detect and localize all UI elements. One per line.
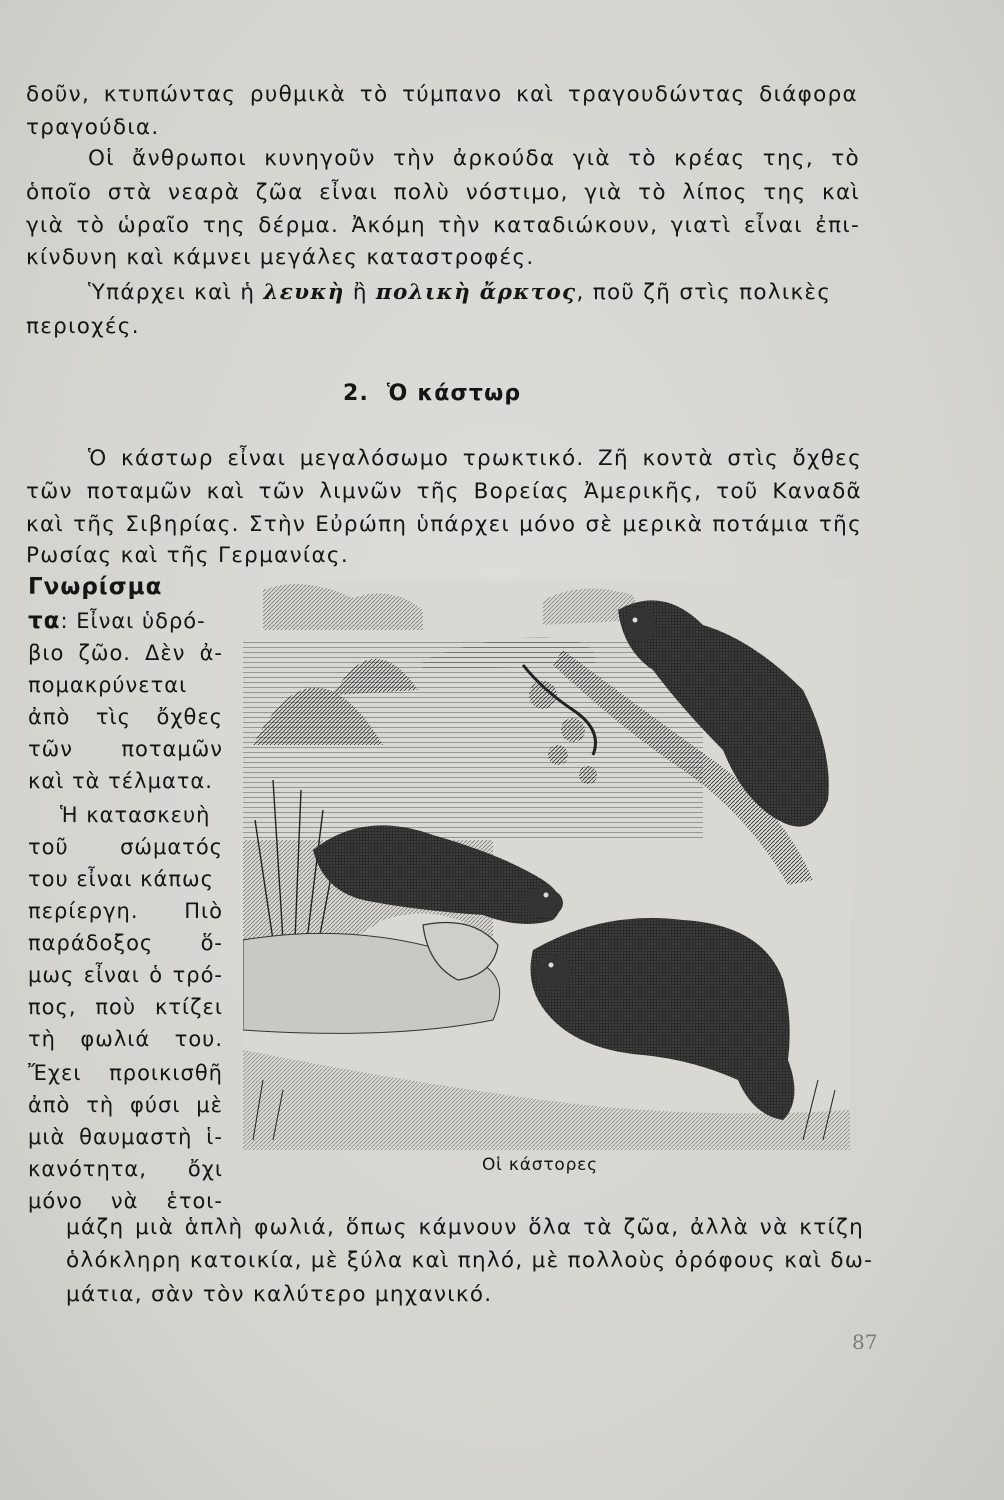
text-line: ὁποῖο στὰ νεαρὰ ζῶα εἶναι πολὺ νόστιμο, γιὰ τὸ λίπος της καὶ	[26, 180, 860, 205]
section-title: Ὁ κάστωρ	[386, 381, 522, 406]
text-line: δοῦν, κτυπώντας ρυθμικὰ τὸ τύμπανο καὶ τραγουδώντας διάφορα	[26, 82, 858, 107]
feature-label: Γνωρίσμα	[28, 574, 163, 600]
page-number: 87	[852, 1330, 878, 1354]
column-line: πομακρύνεται	[28, 673, 188, 697]
column-line: Ἡ κατασκευὴ	[60, 803, 211, 827]
feature-label: τα	[28, 608, 61, 634]
column-line: ἀπὸ τὶς ὄχθες	[28, 705, 223, 729]
figure-caption: Οἱ κάστορες	[482, 1155, 598, 1175]
text-line: τῶν ποταμῶν καὶ τῶν λιμνῶν τῆς Βορείας Ἀμερικῆς, τοῦ Καναδᾶ	[26, 479, 862, 504]
column-line	[28, 606, 223, 636]
text-line	[88, 278, 860, 308]
column-label	[28, 572, 223, 602]
text-line: μάτια, σὰν τὸν καλύτερο μηχανικό.	[66, 1282, 493, 1307]
text-line: Ρωσίας καὶ τῆς Γερμανίας.	[26, 543, 349, 568]
text-line: Ὁ κάστωρ εἶναι μεγαλόσωμο τρωκτικό. Ζῆ κοντὰ στὶς ὄχθες	[88, 446, 862, 471]
text-line: γιὰ τὸ ὡραῖο της δέρμα. Ἀκόμη τὴν καταδιώκουν, γιατὶ εἶναι ἐπι-	[26, 213, 860, 238]
text-line: μάζη μιὰ ἁπλὴ φωλιά, ὅπως κάμνουν ὅλα τὰ ζῶα, ἀλλὰ νὰ κτίζη	[66, 1215, 864, 1240]
emphasis-term: λευκὴ	[263, 280, 345, 305]
column-line: του εἶναι κάπως	[28, 867, 214, 891]
text-segment: ἢ	[344, 280, 376, 305]
column-line: Ἔχει προικισθῆ	[28, 1061, 223, 1085]
column-line: τῶν ποταμῶν	[28, 737, 223, 761]
text-segment: : Εἶναι ὑδρό-	[60, 609, 206, 633]
column-line: μως εἶναι ὁ τρό-	[28, 963, 223, 987]
section-number: 2.	[343, 381, 370, 406]
section-heading	[343, 381, 521, 406]
text-line: καὶ τῆς Σιβηρίας. Στὴν Εὐρώπη ὑπάρχει μόνο σὲ μερικὰ ποτάμια τῆς	[26, 512, 862, 537]
text-segment: , ποῦ ζῆ στὶς πολικὲς	[576, 280, 832, 305]
column-line: μόνο νὰ ἑτοι-	[28, 1189, 223, 1213]
column-line: παράδοξος ὅ-	[28, 931, 223, 955]
column-line: περίεργη. Πιὸ	[28, 899, 223, 923]
column-line: πος, ποὺ κτίζει	[28, 995, 223, 1019]
text-line: περιοχές.	[26, 314, 140, 339]
text-line: Οἱ ἄνθρωποι κυνηγοῦν τὴν ἀρκούδα γιὰ τὸ κρέας της, τὸ	[88, 146, 860, 171]
column-line: βιο ζῶο. Δὲν ἀ-	[28, 641, 223, 665]
column-line: τὴ φωλιά του.	[28, 1027, 223, 1051]
text-line: ὁλόκληρη κατοικία, μὲ ξύλα καὶ πηλό, μὲ πολλοὺς ὀρόφους καὶ δω-	[66, 1248, 874, 1273]
text-segment: Ὑπάρχει καὶ ἡ	[88, 280, 264, 305]
beaver-engraving-image	[243, 580, 850, 1150]
column-line: ἀπὸ τὴ φύσι μὲ	[28, 1093, 223, 1117]
beaver-illustration	[243, 580, 850, 1150]
text-line: τραγούδια.	[26, 115, 160, 140]
column-line: κανότητα, ὄχι	[28, 1157, 223, 1181]
column-line: μιὰ θαυμαστὴ ἱ-	[28, 1125, 223, 1149]
emphasis-term: πολικὴ ἄρκτος	[375, 280, 577, 305]
column-line: τοῦ σώματός	[28, 835, 223, 859]
column-line: καὶ τὰ τέλματα.	[28, 769, 213, 793]
text-line: κίνδυνη καὶ κάμνει μεγάλες καταστροφές.	[26, 245, 535, 270]
